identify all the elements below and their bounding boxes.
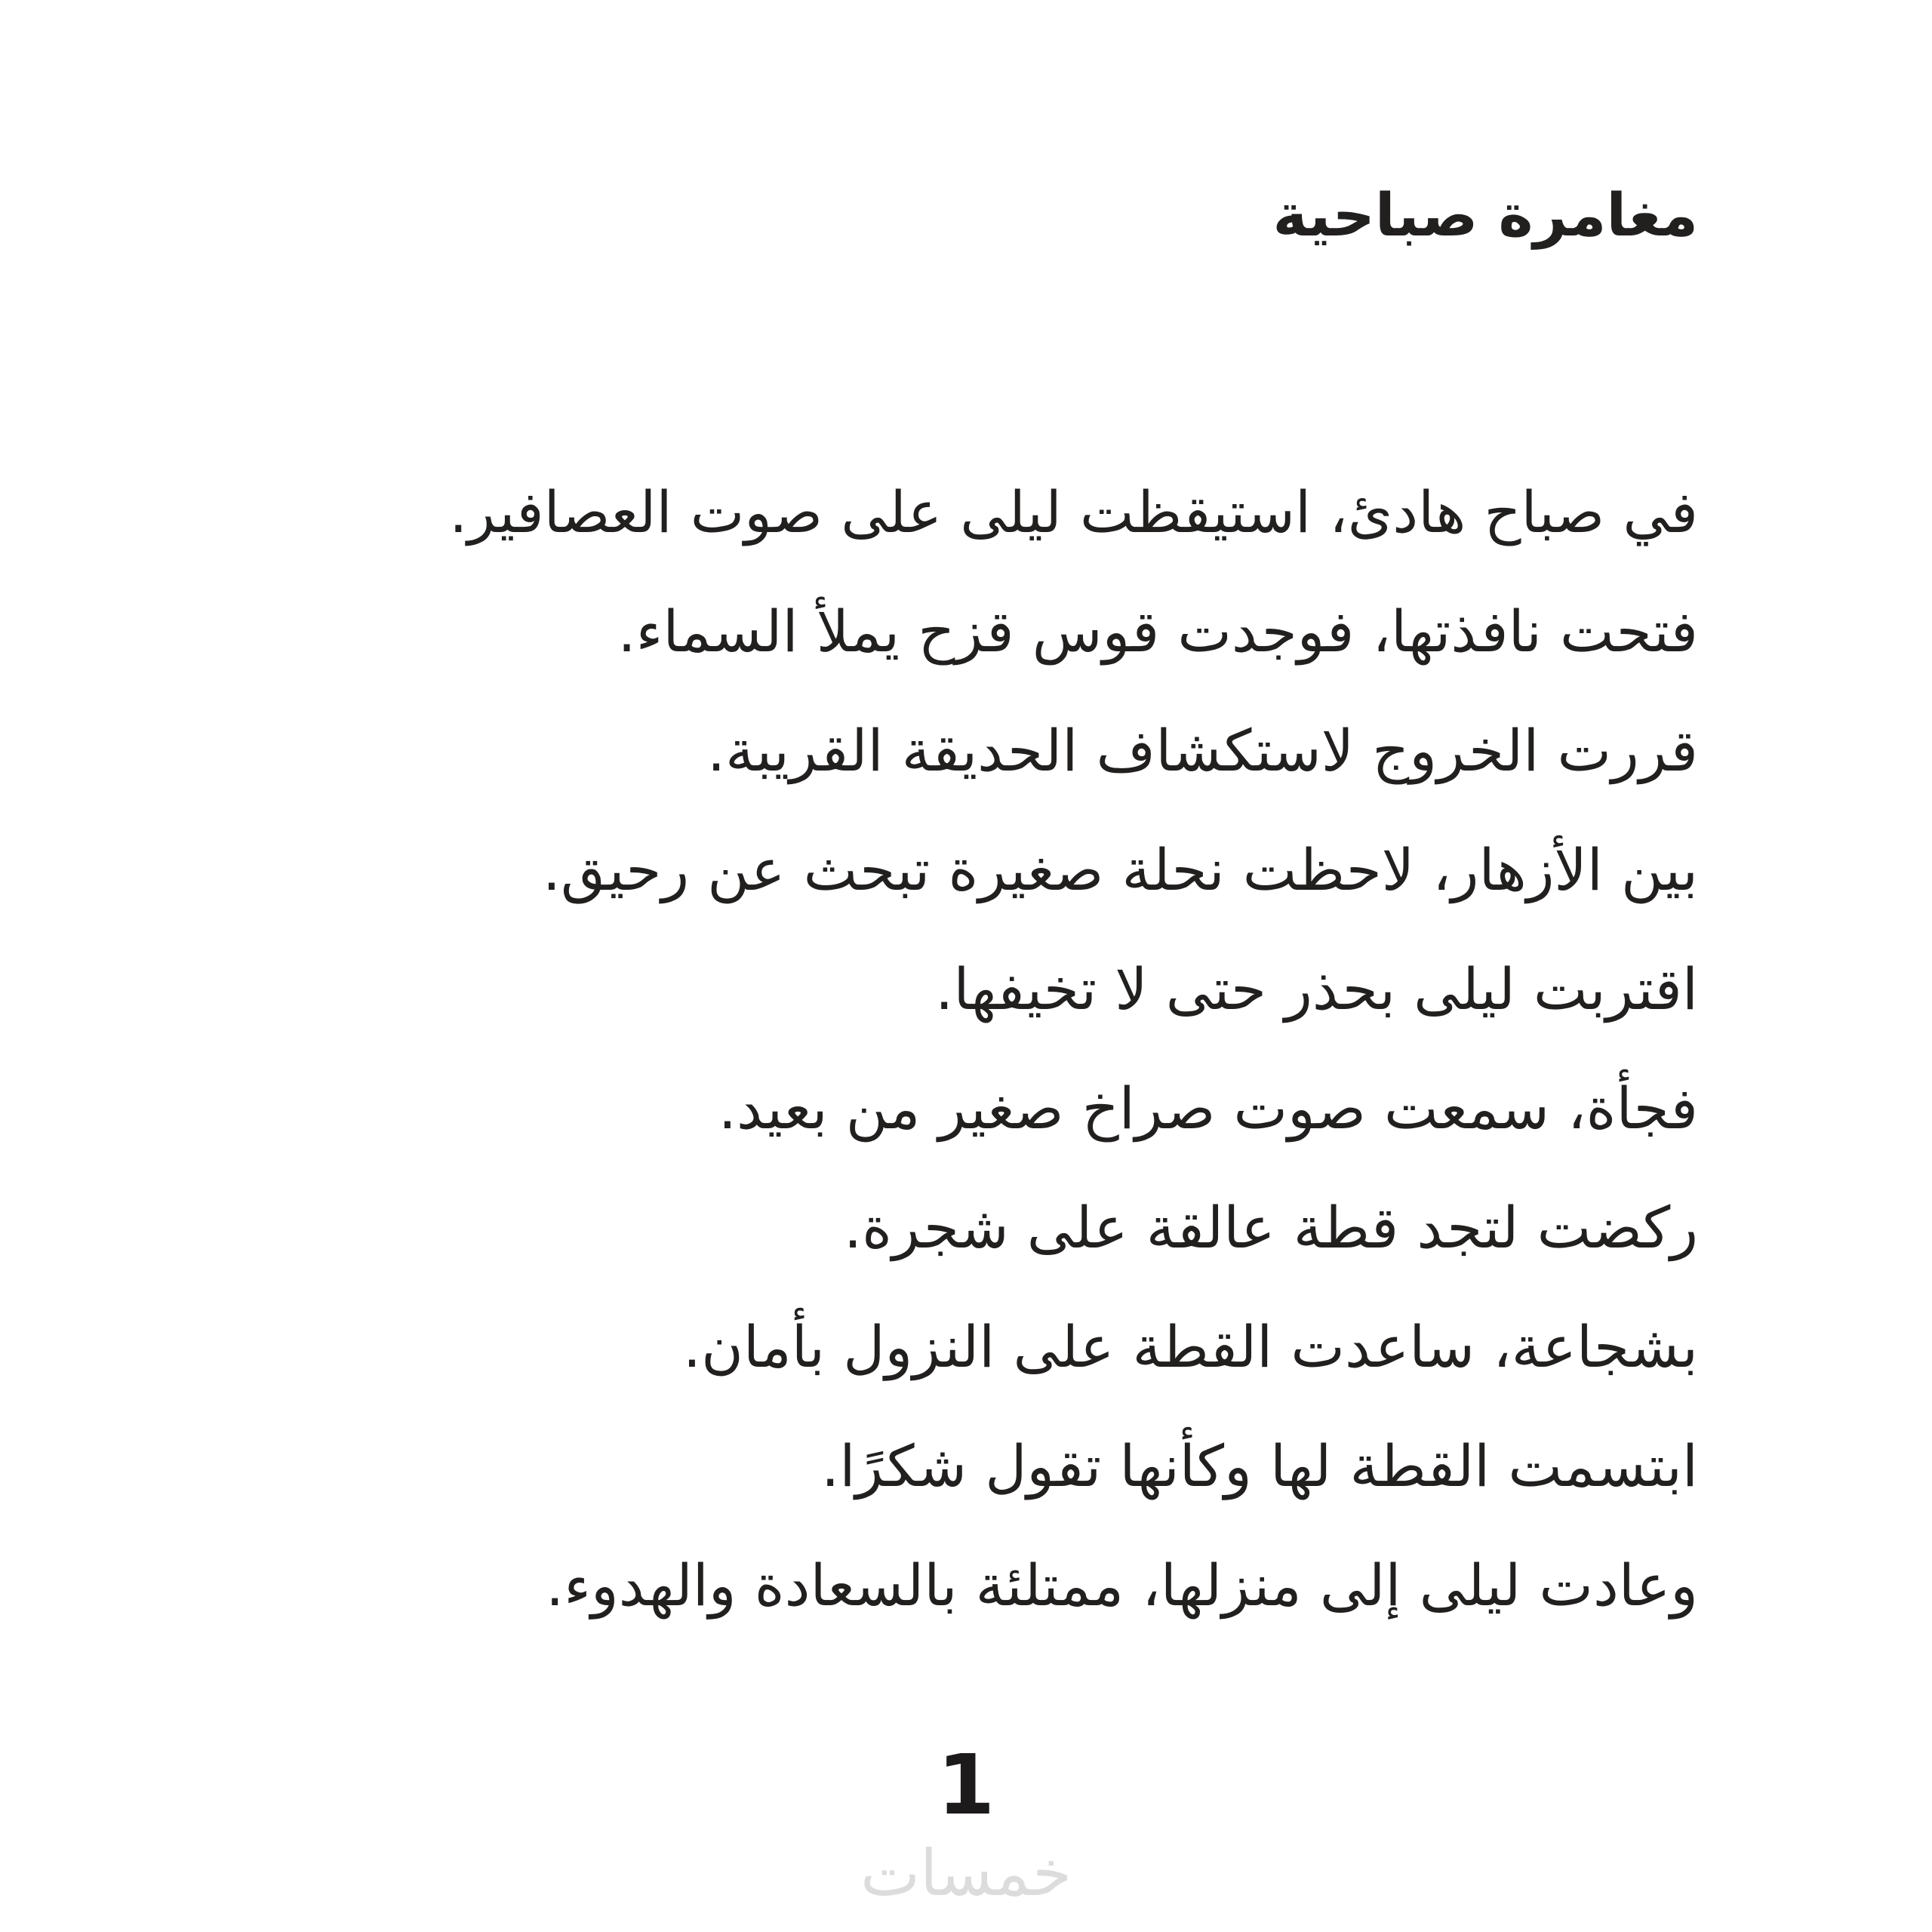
story-line: اقتربت ليلى بحذر حتى لا تخيفها.: [935, 955, 1698, 1023]
story-line: في صباح هادئ، استيقظت ليلى على صوت العصافير.: [449, 478, 1698, 546]
story-line: قررت الخروج لاستكشاف الحديقة القريبة.: [706, 717, 1698, 784]
story-line: بشجاعة، ساعدت القطة على النزول بأمان.: [682, 1313, 1698, 1380]
story-text: [113, 453, 1698, 1645]
page-number: 1: [937, 1737, 995, 1833]
story-line: فجأة، سمعت صوت صراخ صغير من بعيد.: [718, 1075, 1698, 1142]
watermark-logo: خمسات: [860, 1836, 1072, 1910]
story-line: ابتسمت القطة لها وكأنها تقول شكرًا.: [821, 1432, 1698, 1500]
story-line: بين الأزهار، لاحظت نحلة صغيرة تبحث عن رحيق.: [542, 836, 1698, 903]
story-line: ركضت لتجد قطة عالقة على شجرة.: [843, 1194, 1698, 1261]
story-line: فتحت نافذتها، فوجدت قوس قزح يملأ السماء.: [617, 598, 1698, 665]
story-title: مغامرة صباحية: [1272, 182, 1698, 250]
story-line: وعادت ليلى إلى منزلها، ممتلئة بالسعادة والهدوء.: [546, 1552, 1698, 1619]
